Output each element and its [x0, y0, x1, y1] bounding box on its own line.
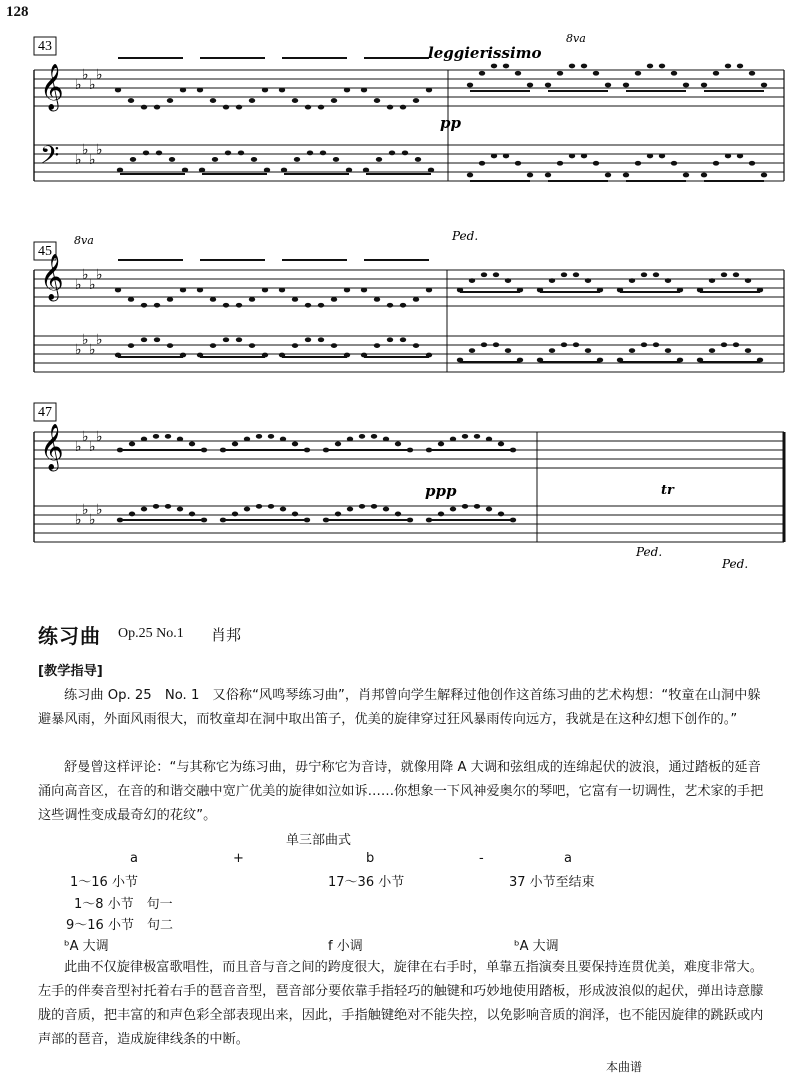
note: [167, 297, 173, 302]
form-range-1: 1～16 小节: [70, 875, 138, 890]
note: [344, 88, 350, 93]
note: [389, 150, 395, 155]
note: [467, 83, 473, 88]
note: [279, 288, 285, 293]
measure-number-43: 43: [38, 39, 52, 54]
flat-sign-icon: ♭: [96, 502, 103, 518]
paragraph-2: 舒曼曾这样评论：“与其称它为练习曲，毋宁称它为音诗，就像用降 A 大调和弦组成的连绵起伏的波浪，通过踏板的延音涌向高音区，在音的和谐交融中宽广优美的旋律如泣如诉……你想象一下风神爱奥尔的琴吧，它富有一切调性，艺术家的手把这些调性变成最奇幻的花纹”。: [38, 760, 764, 823]
note: [180, 88, 186, 93]
note: [141, 507, 147, 512]
note: [413, 98, 419, 103]
note: [115, 88, 121, 93]
note: [469, 348, 475, 353]
opus-number: Op.25 No.1: [118, 626, 184, 641]
note: [450, 437, 456, 442]
note: [395, 512, 401, 517]
note: [527, 83, 533, 88]
note: [359, 504, 365, 509]
note: [387, 337, 393, 342]
note: [581, 64, 587, 69]
note: [292, 98, 298, 103]
flat-sign-icon: ♭: [75, 439, 82, 455]
note: [374, 343, 380, 348]
pedal-mark-1: Ped.: [452, 229, 479, 243]
form-section-a2: a: [564, 851, 572, 866]
note: [683, 83, 689, 88]
flat-sign-icon: ♭: [75, 152, 82, 168]
note: [721, 272, 727, 277]
note: [280, 507, 286, 512]
note: [605, 83, 611, 88]
flat-sign-icon: ♭: [75, 512, 82, 528]
note: [683, 173, 689, 178]
note: [733, 272, 739, 277]
note: [635, 161, 641, 166]
note: [117, 168, 123, 173]
note: [515, 71, 521, 76]
note: [376, 157, 382, 162]
note: [505, 348, 511, 353]
note: [474, 434, 480, 439]
form-key-1: ᵇA 大调: [64, 939, 109, 954]
note: [701, 83, 707, 88]
note: [491, 154, 497, 159]
note: [256, 504, 262, 509]
note: [363, 168, 369, 173]
note: [189, 442, 195, 447]
note: [279, 88, 285, 93]
note: [474, 504, 480, 509]
note: [371, 504, 377, 509]
note: [561, 342, 567, 347]
note: [359, 434, 365, 439]
treble-clef-icon: 𝄞: [40, 64, 64, 110]
note: [251, 157, 257, 162]
measure-number-45: 45: [38, 244, 52, 259]
ottava-mark-2: 8va: [74, 234, 94, 247]
note: [141, 437, 147, 442]
note: [761, 173, 767, 178]
note: [223, 105, 229, 110]
note: [629, 348, 635, 353]
bass-clef-icon: 𝄢: [40, 141, 60, 176]
note: [344, 288, 350, 293]
note: [479, 71, 485, 76]
note: [318, 105, 324, 110]
flat-sign-icon: ♭: [96, 67, 103, 83]
note: [623, 83, 629, 88]
note: [469, 278, 475, 283]
note: [210, 98, 216, 103]
flat-sign-icon: ♭: [89, 512, 96, 528]
tempo-marking: leggierissimo: [428, 44, 542, 62]
note: [527, 173, 533, 178]
note: [557, 161, 563, 166]
form-key-2: f 小调: [328, 939, 363, 954]
note: [294, 157, 300, 162]
guide-heading: [教学指导]: [38, 664, 103, 679]
form-key-3: ᵇA 大调: [514, 939, 559, 954]
treble-clef-icon: 𝄞: [40, 254, 64, 300]
note: [236, 303, 242, 308]
form-plus: +: [233, 851, 244, 866]
note: [331, 343, 337, 348]
note: [374, 98, 380, 103]
note: [165, 434, 171, 439]
note: [498, 442, 504, 447]
note: [438, 442, 444, 447]
note: [115, 288, 121, 293]
flat-sign-icon: ♭: [82, 67, 89, 83]
note: [545, 173, 551, 178]
trill-mark: tr: [661, 483, 674, 498]
piece-title: 练习曲: [38, 624, 101, 648]
note: [713, 161, 719, 166]
note: [761, 83, 767, 88]
note: [647, 154, 653, 159]
note: [153, 504, 159, 509]
note: [438, 512, 444, 517]
note: [426, 88, 432, 93]
note: [128, 98, 134, 103]
note: [374, 297, 380, 302]
note: [249, 343, 255, 348]
note: [292, 343, 298, 348]
form-range-2: 17～36 小节: [328, 875, 405, 890]
form-section-b: b: [366, 851, 375, 866]
note: [318, 337, 324, 342]
note: [371, 434, 377, 439]
note: [236, 105, 242, 110]
note: [335, 442, 341, 447]
note: [305, 105, 311, 110]
note: [503, 154, 509, 159]
note: [189, 512, 195, 517]
note: [549, 348, 555, 353]
note: [629, 278, 635, 283]
note: [225, 150, 231, 155]
note: [713, 71, 719, 76]
form-range-3: 37 小节至结束: [509, 875, 595, 890]
note: [725, 154, 731, 159]
note: [305, 303, 311, 308]
flat-sign-icon: ♭: [82, 429, 89, 445]
form-phrase-1: 1～8 小节 句一: [74, 897, 173, 912]
note: [413, 297, 419, 302]
note: [236, 337, 242, 342]
note: [415, 157, 421, 162]
flat-sign-icon: ♭: [75, 77, 82, 93]
flat-sign-icon: ♭: [89, 77, 96, 93]
note: [268, 504, 274, 509]
note: [665, 348, 671, 353]
note: [498, 512, 504, 517]
paragraph-1: 练习曲 Op. 25 No. 1 又俗称“风鸣琴练习曲”，肖邦曾向学生解释过他创作这首练习曲的艺术构想：“牧童在山洞中躲避暴风雨，外面风雨很大，而牧童却在洞中取出笛子，优美的旋律穿过狂风暴雨传向远方，我就是在这种幻想下创作的。”: [38, 688, 761, 727]
note: [197, 88, 203, 93]
form-title: 单三部曲式: [286, 833, 352, 848]
note: [653, 272, 659, 277]
flat-sign-icon: ♭: [89, 342, 96, 358]
note: [701, 173, 707, 178]
note: [249, 297, 255, 302]
flat-sign-icon: ♭: [82, 332, 89, 348]
note: [659, 64, 665, 69]
note: [232, 512, 238, 517]
note: [709, 278, 715, 283]
note: [481, 342, 487, 347]
note: [156, 150, 162, 155]
note: [249, 98, 255, 103]
note: [671, 161, 677, 166]
note: [745, 348, 751, 353]
note: [387, 303, 393, 308]
note: [515, 161, 521, 166]
note: [573, 342, 579, 347]
note: [745, 278, 751, 283]
note: [154, 303, 160, 308]
note: [128, 297, 134, 302]
note: [400, 337, 406, 342]
note: [262, 288, 268, 293]
note: [671, 71, 677, 76]
pedal-mark-2: Ped.: [636, 545, 663, 559]
note: [238, 150, 244, 155]
note: [561, 272, 567, 277]
note: [292, 297, 298, 302]
note: [264, 168, 270, 173]
note: [199, 168, 205, 173]
note: [256, 434, 262, 439]
flat-sign-icon: ♭: [96, 142, 103, 158]
note: [197, 288, 203, 293]
note: [223, 337, 229, 342]
note: [467, 173, 473, 178]
note: [280, 437, 286, 442]
note: [318, 303, 324, 308]
note: [462, 434, 468, 439]
note: [281, 168, 287, 173]
note: [569, 64, 575, 69]
flat-sign-icon: ♭: [96, 267, 103, 283]
note: [493, 272, 499, 277]
note: [331, 297, 337, 302]
note: [305, 337, 311, 342]
note: [244, 507, 250, 512]
note: [128, 343, 134, 348]
note: [462, 504, 468, 509]
note: [182, 168, 188, 173]
note: [573, 272, 579, 277]
form-section-a1: a: [130, 851, 138, 866]
note: [659, 154, 665, 159]
note: [503, 64, 509, 69]
flat-sign-icon: ♭: [75, 277, 82, 293]
note: [581, 154, 587, 159]
note: [641, 272, 647, 277]
note: [623, 173, 629, 178]
note: [307, 150, 313, 155]
note: [383, 507, 389, 512]
note: [593, 161, 599, 166]
note: [605, 173, 611, 178]
note: [569, 154, 575, 159]
note: [450, 507, 456, 512]
form-phrase-2: 9～16 小节 句二: [66, 918, 173, 933]
note: [486, 507, 492, 512]
note: [154, 105, 160, 110]
flat-sign-icon: ♭: [82, 267, 89, 283]
note: [647, 64, 653, 69]
note: [400, 303, 406, 308]
note: [402, 150, 408, 155]
note: [395, 442, 401, 447]
note: [210, 343, 216, 348]
note: [143, 150, 149, 155]
note: [268, 434, 274, 439]
note: [153, 434, 159, 439]
note: [210, 297, 216, 302]
paragraph-3: 此曲不仅旋律极富歌唱性，而且音与音之间的跨度很大，旋律在右手时，单靠五指演奏且要保持连贯优美，难度非常大。左手的伴奏音型衬托着右手的琶音音型，琶音部分要依靠手指轻巧的触键和巧妙地使用踏板，形成波浪似的起伏，弹出诗意朦胧的音质，把丰富的和声色彩全部表现出来，因此，手指触键绝对不能失控，以免影响音质的润泽，也不能因旋律的跳跃或内声部的琶音，造成旋律线条的中断。: [38, 960, 764, 1047]
note: [141, 303, 147, 308]
note: [383, 437, 389, 442]
composer-name: 肖邦: [211, 626, 242, 644]
note: [593, 71, 599, 76]
note: [232, 442, 238, 447]
note: [320, 150, 326, 155]
note: [292, 512, 298, 517]
note: [331, 98, 337, 103]
note: [428, 168, 434, 173]
note: [347, 507, 353, 512]
note: [154, 337, 160, 342]
note: [361, 88, 367, 93]
note: [400, 105, 406, 110]
note: [130, 157, 136, 162]
note: [141, 105, 147, 110]
ottava-mark-1: 8va: [566, 32, 586, 45]
note: [549, 278, 555, 283]
note: [545, 83, 551, 88]
note: [737, 64, 743, 69]
note: [167, 343, 173, 348]
note: [426, 288, 432, 293]
flat-sign-icon: ♭: [89, 439, 96, 455]
note: [481, 272, 487, 277]
note: [361, 288, 367, 293]
note: [721, 342, 727, 347]
note: [177, 437, 183, 442]
note: [413, 343, 419, 348]
dynamic-pp: pp: [440, 114, 461, 132]
note: [212, 157, 218, 162]
note: [141, 337, 147, 342]
note: [129, 512, 135, 517]
note: [333, 157, 339, 162]
note: [493, 342, 499, 347]
note: [653, 342, 659, 347]
treble-clef-icon: 𝄞: [40, 424, 64, 470]
note: [129, 442, 135, 447]
note: [725, 64, 731, 69]
note: [223, 303, 229, 308]
footer-note: 本曲谱: [606, 1060, 643, 1074]
note: [347, 437, 353, 442]
note: [479, 161, 485, 166]
dynamic-ppp: ppp: [425, 482, 457, 500]
note: [177, 507, 183, 512]
note: [635, 71, 641, 76]
flat-sign-icon: ♭: [96, 429, 103, 445]
note: [346, 168, 352, 173]
note: [749, 71, 755, 76]
note: [169, 157, 175, 162]
form-minus: -: [479, 851, 484, 866]
note: [749, 161, 755, 166]
measure-number-47: 47: [38, 405, 52, 420]
note: [505, 278, 511, 283]
page-number: 128: [6, 4, 29, 20]
flat-sign-icon: ♭: [82, 502, 89, 518]
note: [244, 437, 250, 442]
flat-sign-icon: ♭: [82, 142, 89, 158]
note: [737, 154, 743, 159]
pedal-mark-3: Ped.: [722, 557, 749, 571]
note: [167, 98, 173, 103]
flat-sign-icon: ♭: [75, 342, 82, 358]
note: [165, 504, 171, 509]
note: [292, 442, 298, 447]
note: [709, 348, 715, 353]
note: [262, 88, 268, 93]
note: [387, 105, 393, 110]
note: [733, 342, 739, 347]
note: [335, 512, 341, 517]
note: [486, 437, 492, 442]
note: [585, 278, 591, 283]
note: [665, 278, 671, 283]
flat-sign-icon: ♭: [89, 277, 96, 293]
note: [557, 71, 563, 76]
note: [180, 288, 186, 293]
note: [491, 64, 497, 69]
flat-sign-icon: ♭: [96, 332, 103, 348]
flat-sign-icon: ♭: [89, 152, 96, 168]
note: [585, 348, 591, 353]
note: [641, 342, 647, 347]
